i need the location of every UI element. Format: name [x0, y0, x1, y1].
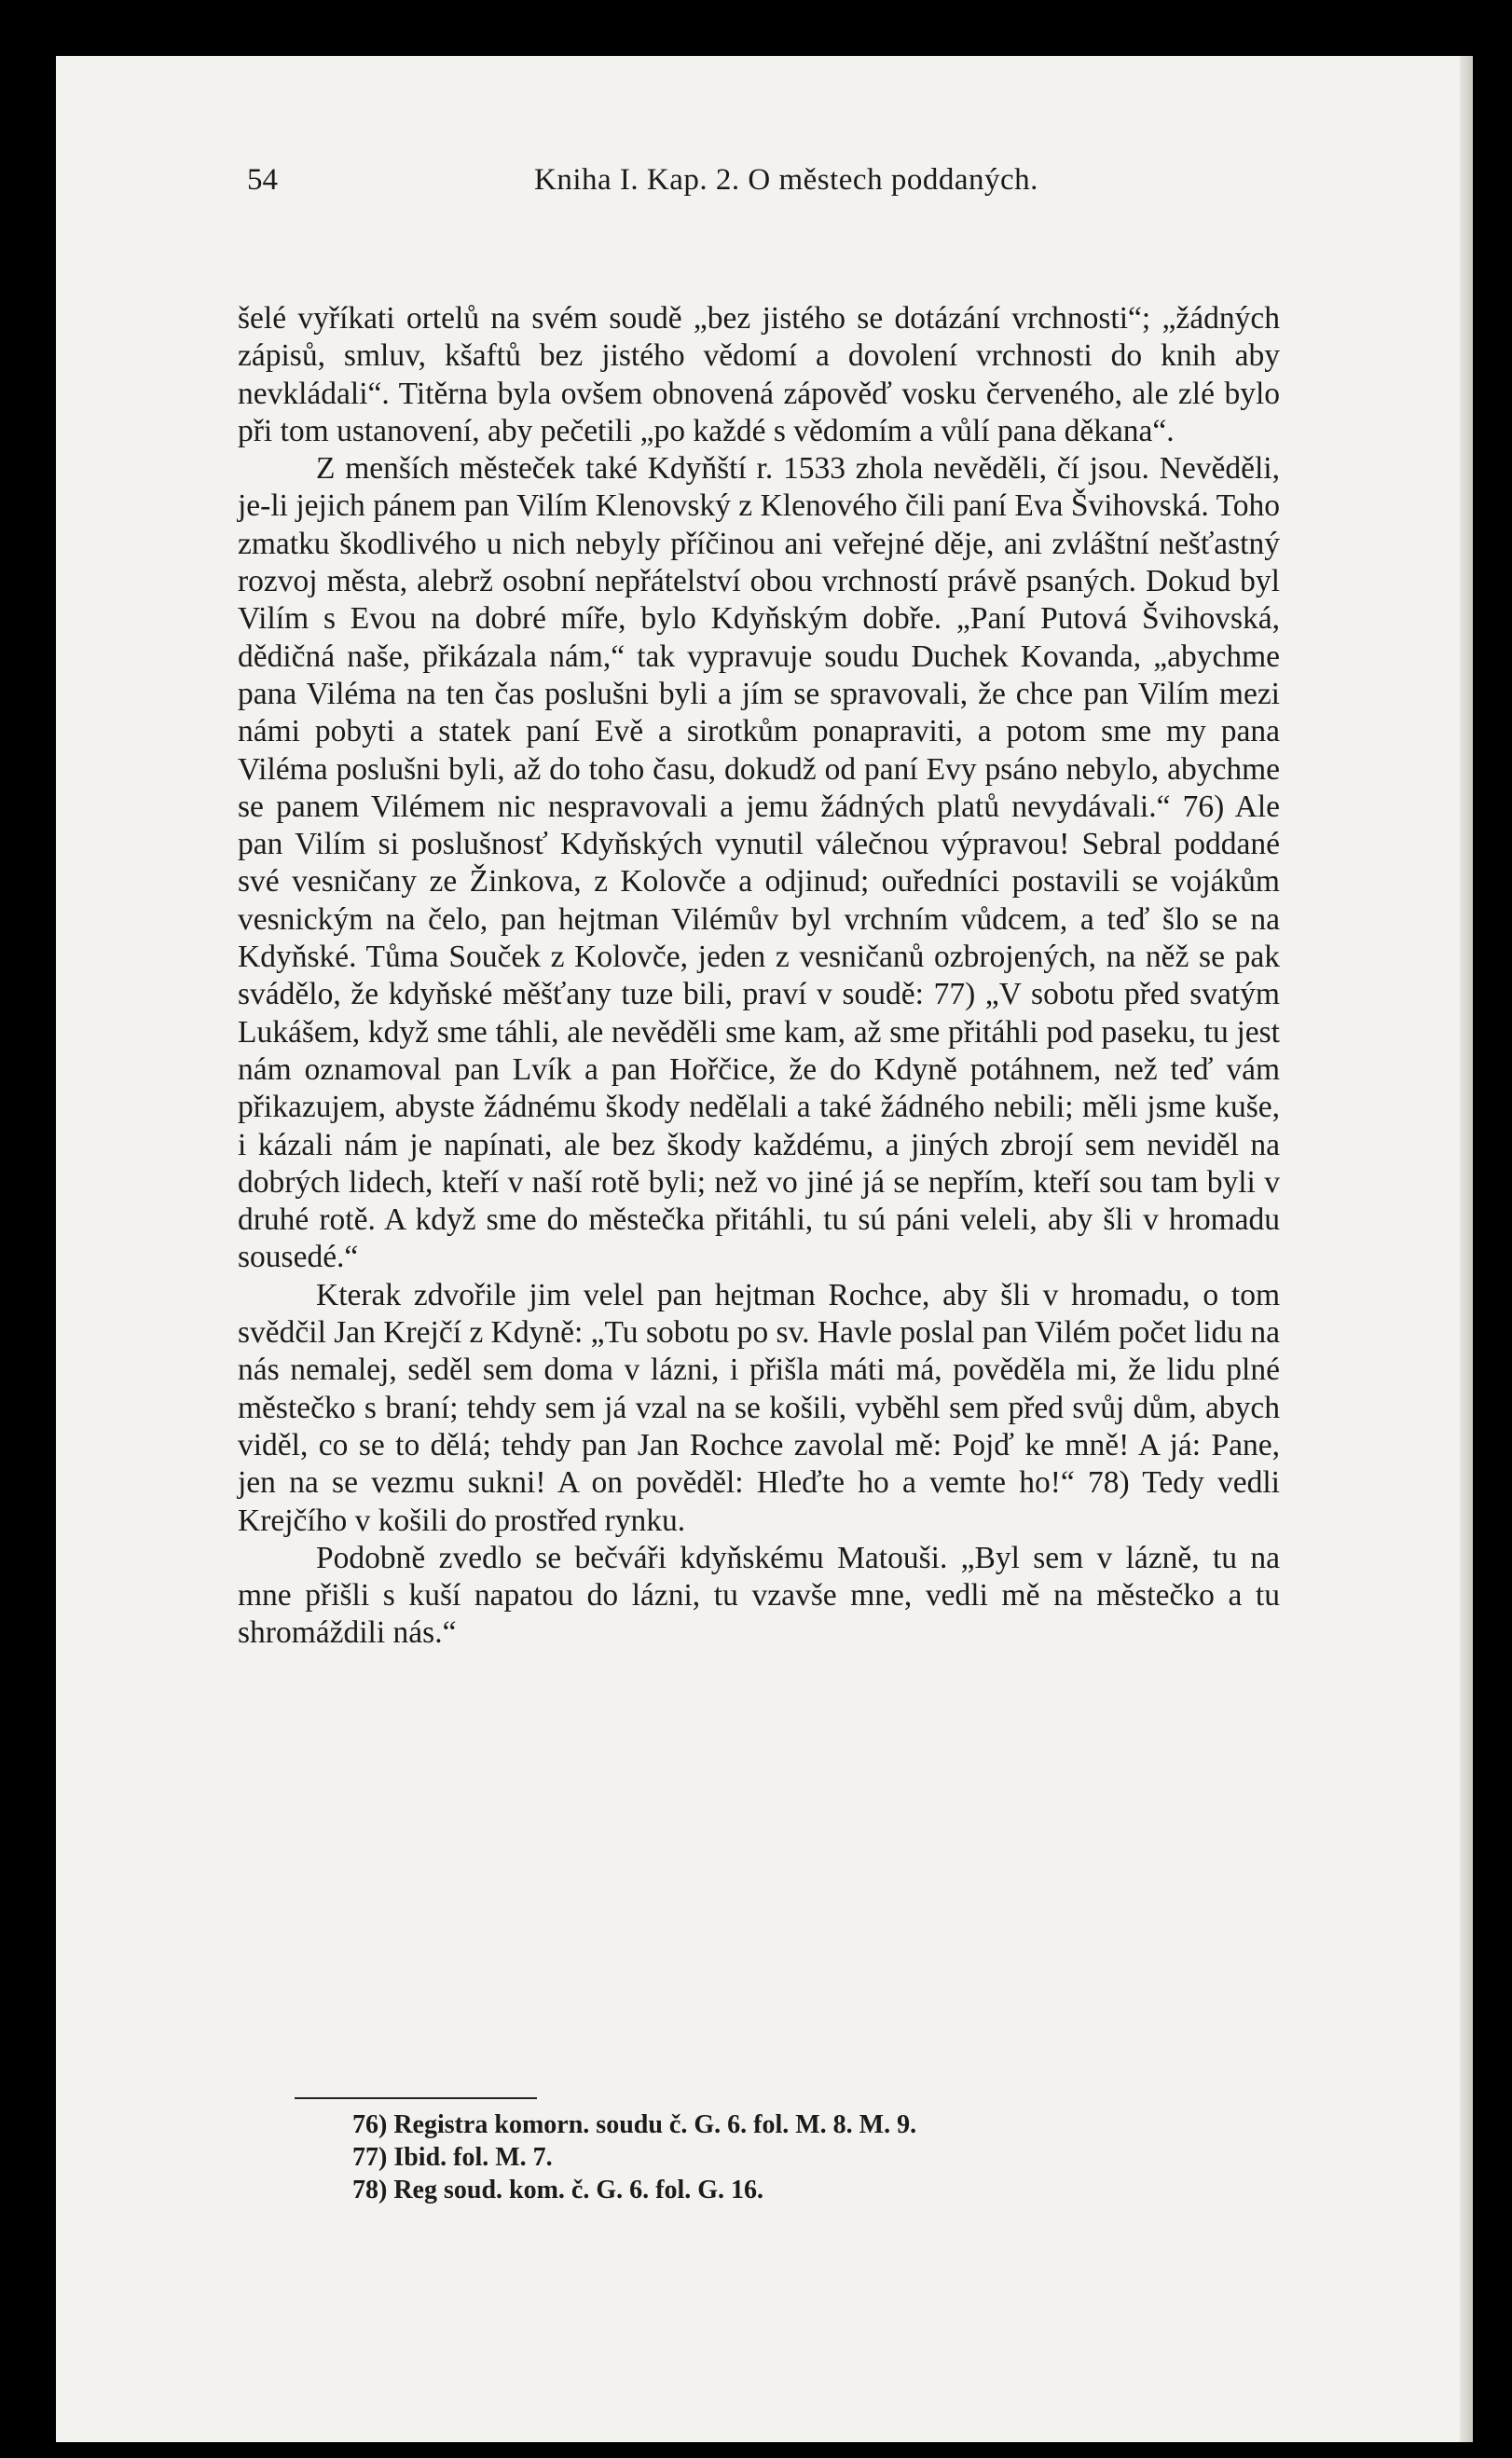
paragraph: Podobně zvedlo se bečváři kdyňskému Matouši. „Byl sem v lázně, tu na mne přišli s kuší napatou do lázni, tu vzavše mne, vedli mě na městečko a tu shromáždili nás.“: [238, 1540, 1280, 1651]
footnote: 77) Ibid. fol. M. 7.: [352, 2143, 553, 2172]
running-head: Kniha I. Kap. 2. O městech poddaných.: [534, 163, 1038, 197]
paragraph: šelé vyříkati ortelů na svém soudě „bez jistého se dotázání vrchnosti“; „žádných zápisů, smluv, kšaftů bez jistého vědomí a dovolení vrchnosti do knih aby nevkládali“. Titěrna byla ovšem obnovená zápověď vosku červeného, ale zlé bylo při tom ustanovení, aby pečetili „po každé s vědomím a vůlí pana děkana“.: [238, 301, 1280, 448]
book-page: [56, 56, 1473, 2442]
page-edge-shadow: [1460, 56, 1473, 2442]
page-number: 54: [247, 163, 278, 197]
footnote-divider: [295, 2097, 537, 2099]
page-header: [247, 163, 1282, 204]
footnote: 78) Reg soud. kom. č. G. 6. fol. G. 16.: [352, 2176, 763, 2204]
footnotes: [352, 2108, 1191, 2206]
footnote: 76) Registra komorn. soudu č. G. 6. fol. M. 8. M. 9.: [352, 2110, 917, 2139]
body-text: [238, 300, 1280, 1653]
paragraph: Kterak zdvořile jim velel pan hejtman Rochce, aby šli v hromadu, o tom svědčil Jan Krejčí z Kdyně: „Tu sobotu po sv. Havle poslal pan Vilém počet lidu na nás nemalej, seděl sem doma v lázni, i přišla máti má, pověděla mi, že lidu plné městečko s braní; tehdy sem já vzal na se košili, vyběhl sem před svůj dům, abych viděl, co se to dělá; tehdy pan Jan Rochce zavolal mě: Pojď ke mně! A já: Pane, jen na se vezmu sukni! A on pověděl: Hleďte ho a vemte ho!“ 78) Tedy vedli Krejčího v košili do prostřed rynku.: [238, 1277, 1280, 1538]
paragraph: Z menších městeček také Kdyňští r. 1533 zhola nevěděli, čí jsou. Nevěděli, je-li jejich pánem pan Vilím Klenovský z Klenového čili paní Eva Švihovská. Toho zmatku škodlivého u nich nebyly příčinou ani veřejné děje, ani zvláštní nešťastný rozvoj města, alebrž osobní nepřátelství obou vrchností právě psaných. Dokud byl Vilím s Evou na dobré míře, bylo Kdyňským dobře. „Paní Putová Švihovská, dědičná naše, přikázala nám,“ tak vypravuje soudu Duchek Kovanda, „abychme pana Viléma na ten čas poslušni byli a jím se spravovali, že chce pan Vilím mezi námi pobyti a statek paní Evě a sirotkům ponapraviti, a potom sme my pana Viléma poslušni byli, až do toho času, dokudž od paní Evy psáno nebylo, abychme se panem Vilémem nic nespravovali a jemu žádných platů nevydávali.“ 76) Ale pan Vilím si poslušnosť Kdyňských vynutil válečnou výpravou! Sebral poddané své vesničany ze Žinkova, z Kolovče a odjinud; ouředníci postavili se vojákům vesnickým na čelo, pan hejtman Vilémův byl vrchním vůdcem, a teď šlo se na Kdyňské. Tůma Souček z Kolovče, jeden z vesničanů ozbrojených, na něž se pak svádělo, že kdyňské měšťany tuze bili, praví v soudě: 77) „V sobotu před svatým Lukášem, když sme táhli, ale nevěděli sme kam, až sme přitáhli pod paseku, tu jest nám oznamoval pan Lvík a pan Hořčice, že do Kdyně potáhnem, než teď vám přikazujem, abyste žádnému škody nedělali a také žádného nebili; měli jsme kuše, i kázali nám je napínati, ale bez škody každému, a jiných zbrojí sem neviděl na dobrých lidech, kteří v naší rotě byli; než vo jiné já se nepřím, kteří sou tam byli v druhé rotě. A když sme do městečka přitáhli, tu sú páni veleli, aby šli v hromadu sousedé.“: [238, 451, 1280, 1275]
